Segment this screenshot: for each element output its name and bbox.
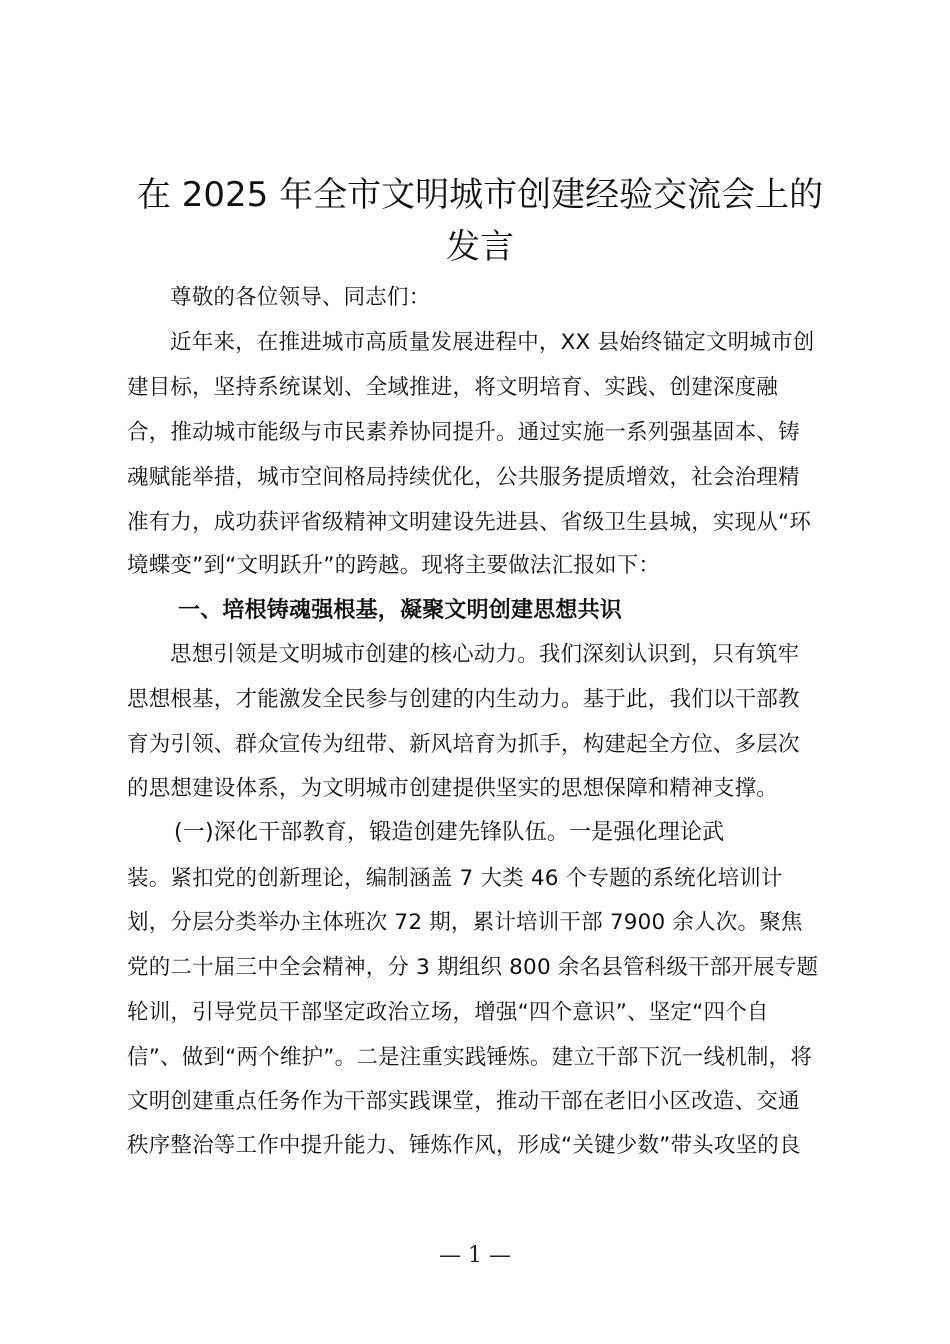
paragraph-line: 划，分层分类举办主体班次 72 期，累计培训干部 7900 余人次。聚焦 xyxy=(127,910,803,935)
paragraph-line: 信”、做到“两个维护”。二是注重实践锤炼。建立干部下沉一线机制，将 xyxy=(127,1045,813,1070)
paragraph-line: 轮训，引导党员干部坚定政治立场，增强“四个意识”、坚定“四个自 xyxy=(127,1000,769,1025)
subsection-heading: (一)深化干部教育，锻造创建先锋队伍。一是强化理论武 xyxy=(174,820,725,845)
salutation: 尊敬的各位领导、同志们： xyxy=(170,285,431,310)
section-heading: 一、培根铸魂强根基，凝聚文明创建思想共识 xyxy=(178,598,623,623)
paragraph-line: 境蝶变”到“文明跃升”的跨越。现将主要做法汇报如下： xyxy=(127,553,661,578)
paragraph-line: 秩序整治等工作中提升能力、锤炼作风，形成“关键少数”带头攻坚的良 xyxy=(127,1133,801,1158)
paragraph-line: 思想根基，才能激发全民参与创建的内生动力。基于此，我们以干部教 xyxy=(127,687,800,712)
paragraph-line: 魂赋能举措，城市空间格局持续优化，公共服务提质增效，社会治理精 xyxy=(127,465,800,490)
paragraph-line: 合，推动城市能级与市民素养协同提升。通过实施一系列强基固本、铸 xyxy=(127,420,800,445)
document-title-line-1: 在 2025 年全市文明城市创建经验交流会上的 xyxy=(136,175,824,215)
paragraph-line: 装。紧扣党的创新理论，编制涵盖 7 大类 46 个专题的系统化培训计 xyxy=(127,866,783,891)
paragraph-line: 的思想建设体系，为文明城市创建提供坚实的思想保障和精神支撑。 xyxy=(127,776,779,801)
paragraph-line: 思想引领是文明城市创建的核心动力。我们深刻认识到，只有筑牢 xyxy=(170,642,800,667)
paragraph-line: 育为引领、群众宣传为纽带、新风培育为抓手，构建起全方位、多层次 xyxy=(127,732,800,757)
paragraph-line: 近年来，在推进城市高质量发展进程中，XX 县始终锚定文明城市创 xyxy=(170,330,815,355)
paragraph-line: 准有力，成功获评省级精神文明建设先进县、省级卫生县城，实现从“环 xyxy=(127,510,812,535)
paragraph-line: 文明创建重点任务作为干部实践课堂，推动干部在老旧小区改造、交通 xyxy=(127,1089,800,1114)
paragraph-line: 建目标，坚持系统谋划、全域推进，将文明培育、实践、创建深度融 xyxy=(127,375,779,400)
document-title-line-2: 发言 xyxy=(446,227,514,267)
paragraph-line: 党的二十届三中全会精神，分 3 期组织 800 余名县管科级干部开展专题 xyxy=(127,955,819,980)
page-number: — 1 — xyxy=(439,1243,511,1268)
